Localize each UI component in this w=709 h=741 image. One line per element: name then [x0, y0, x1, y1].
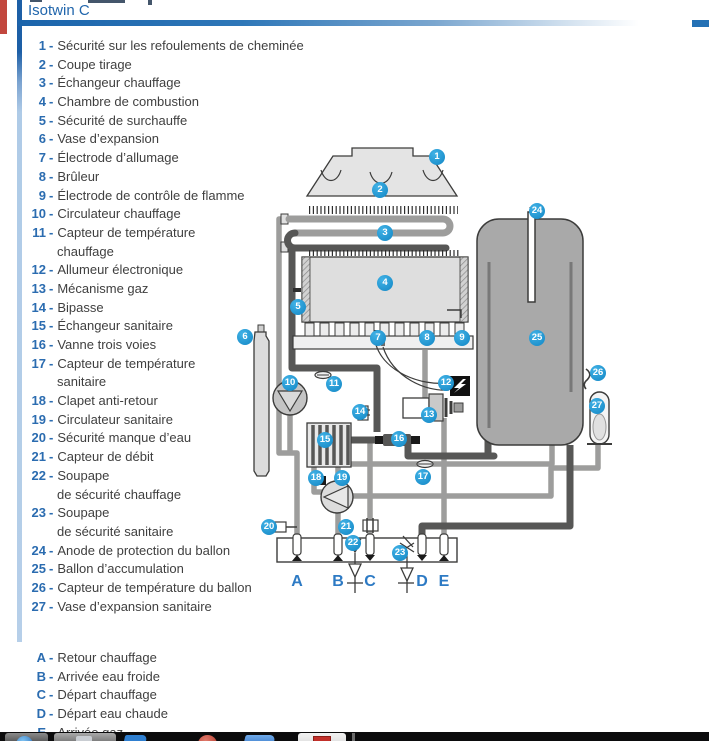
part-number: 7: [38, 150, 46, 166]
callout-3: 3: [377, 225, 393, 241]
diagram-letter-E: E: [438, 573, 450, 590]
part-number: 25: [31, 561, 46, 577]
part-number: 16: [31, 337, 46, 352]
part-item: [26, 93, 304, 112]
dash: -: [49, 262, 54, 278]
dash: -: [49, 168, 54, 184]
dash: -: [49, 668, 54, 684]
dash: -: [49, 94, 54, 110]
tank-temperature-sensor: [584, 369, 590, 389]
diagram-letter-A: A: [291, 573, 303, 590]
part-label: Capteur de température: [57, 224, 196, 240]
part-number: 14: [31, 299, 46, 315]
callout-7: 7: [370, 330, 386, 346]
callout-21: 21: [338, 519, 354, 535]
part-number: 9: [38, 187, 46, 203]
taskbar-red-app-icon-icon[interactable]: [196, 733, 220, 741]
part-item: [26, 112, 304, 131]
connection-label: Départ chauffage: [57, 687, 157, 703]
callout-1: 1: [429, 149, 445, 165]
header-rule-right-segment: [692, 20, 709, 27]
part-label: Anode de protection du ballon: [57, 542, 231, 558]
start-button-icon[interactable]: [5, 733, 48, 741]
expansion-vessel: [254, 332, 269, 476]
dash: -: [49, 505, 54, 521]
part-number: 10: [31, 206, 46, 222]
dash: -: [49, 206, 54, 222]
part-item: [26, 56, 304, 75]
callout-11: 11: [326, 376, 342, 392]
part-label: Brûleur: [57, 168, 100, 184]
part-number: 18: [31, 393, 46, 409]
callout-6: 6: [237, 329, 253, 345]
overheat-safety: [293, 288, 301, 292]
taskbar-folder-icon-icon[interactable]: [242, 733, 280, 741]
part-number: 1: [38, 38, 46, 53]
part-label: Soupape: [57, 505, 110, 521]
callout-9: 9: [454, 330, 470, 346]
dash: -: [49, 38, 54, 53]
section-vertical-bar: [17, 0, 22, 642]
part-label: Sécurité de surchauffe: [57, 112, 188, 128]
callout-2: 2: [372, 182, 388, 198]
part-number: 12: [31, 262, 46, 278]
dash: -: [49, 355, 54, 371]
part-label: Coupe tirage: [57, 56, 132, 72]
serpentine-light: [289, 219, 450, 233]
taskbar-active-app-button-icon[interactable]: [298, 733, 346, 741]
dash: -: [49, 598, 54, 614]
part-label: Capteur de débit: [57, 449, 154, 465]
flow-sensor: [363, 520, 378, 531]
part-label: Clapet anti-retour: [57, 393, 158, 409]
connection-letter: A: [36, 650, 46, 665]
dash: -: [49, 318, 54, 334]
dash: -: [49, 449, 54, 465]
part-number: 5: [38, 112, 46, 128]
part-label: Chambre de combustion: [57, 94, 199, 110]
connection-item: [26, 686, 168, 705]
boiler-diagram: [235, 140, 709, 610]
part-number: 6: [38, 131, 46, 147]
part-label: Circulateur sanitaire: [57, 411, 173, 427]
callout-17: 17: [415, 469, 431, 485]
callout-25: 25: [529, 330, 545, 346]
part-label: Échangeur chauffage: [57, 75, 181, 91]
part-label-continuation: chauffage: [57, 243, 114, 259]
part-number: 21: [31, 449, 46, 465]
callout-12: 12: [438, 375, 454, 391]
anode-rod: [528, 212, 535, 302]
callout-5: 5: [290, 299, 306, 315]
dash: -: [49, 579, 54, 595]
connection-item: [26, 705, 168, 724]
dash: -: [49, 187, 54, 203]
dash: -: [49, 280, 54, 296]
dash: -: [49, 75, 54, 91]
part-label: Capteur de température du ballon: [57, 579, 252, 595]
callout-22: 22: [345, 535, 361, 551]
taskbar-app-button-icon[interactable]: [54, 733, 116, 741]
callout-8: 8: [419, 330, 435, 346]
part-number: 3: [38, 75, 46, 91]
part-item: [26, 37, 304, 56]
dash: -: [49, 430, 54, 446]
part-label-continuation: sanitaire: [57, 374, 107, 390]
cutoff-text-fragment: [148, 0, 152, 5]
part-label: Sécurité sur les refoulements de cheminée: [57, 38, 304, 53]
part-label: Capteur de température: [57, 355, 196, 371]
callout-4: 4: [377, 275, 393, 291]
dash: -: [49, 650, 54, 665]
dash: -: [49, 112, 54, 128]
part-label: Électrode d’allumage: [57, 150, 179, 166]
taskbar: [0, 732, 709, 741]
page-edge-red-strip: [0, 0, 7, 34]
connection-item: [26, 649, 168, 668]
part-number: 24: [31, 542, 46, 558]
vessel-shading: [593, 414, 606, 440]
callout-20: 20: [261, 519, 277, 535]
part-number: 8: [38, 168, 46, 184]
dash: -: [49, 393, 54, 409]
part-number: 11: [32, 224, 46, 240]
part-number: 13: [31, 280, 46, 296]
part-label: Électrode de contrôle de flamme: [57, 187, 245, 203]
callout-18: 18: [308, 470, 324, 486]
callout-19: 19: [334, 470, 350, 486]
diagram-letter-D: D: [416, 573, 428, 590]
callout-16: 16: [391, 431, 407, 447]
callout-24: 24: [529, 203, 545, 219]
callout-23: 23: [392, 545, 408, 561]
connection-letter: C: [36, 687, 46, 703]
part-label: Vase d’expansion sanitaire: [57, 598, 212, 614]
part-label: Circulateur chauffage: [57, 206, 181, 222]
dash: -: [49, 56, 54, 72]
part-label: Soupape: [57, 467, 110, 483]
part-number: 20: [31, 430, 46, 446]
part-label: Vanne trois voies: [57, 337, 157, 352]
connections-legend: [26, 649, 168, 741]
taskbar-separator: [352, 733, 355, 741]
cutoff-text-fragment: [88, 0, 125, 3]
dash: -: [49, 561, 54, 577]
part-label: Ballon d’accumulation: [57, 561, 184, 577]
dash: -: [49, 224, 54, 240]
dash: -: [49, 299, 54, 315]
part-label-continuation: de sécurité chauffage: [57, 486, 182, 502]
page-title: Isotwin C: [28, 2, 90, 19]
part-number: 26: [31, 579, 46, 595]
taskbar-blue-app-icon-icon[interactable]: [122, 733, 152, 741]
dash: -: [49, 150, 54, 166]
diagram-letter-B: B: [332, 573, 344, 590]
part-number: 23: [31, 505, 46, 521]
part-item: [26, 74, 304, 93]
part-label: Mécanisme gaz: [57, 280, 149, 296]
callout-27: 27: [589, 398, 605, 414]
diagram-letter-C: C: [364, 573, 376, 590]
part-number: 27: [31, 598, 46, 614]
connection-label: Départ eau chaude: [57, 706, 168, 722]
dash: -: [49, 542, 54, 558]
part-label: Échangeur sanitaire: [57, 318, 173, 334]
part-number: 15: [31, 318, 46, 334]
part-label: Allumeur électronique: [57, 262, 184, 278]
part-label-continuation: de sécurité sanitaire: [57, 523, 174, 539]
callout-10: 10: [282, 375, 298, 391]
dash: -: [49, 706, 54, 722]
callout-14: 14: [352, 404, 368, 420]
connection-letter: B: [36, 668, 46, 684]
part-number: 2: [38, 56, 46, 72]
header-rule: [18, 20, 658, 26]
connection-label: Arrivée eau froide: [57, 668, 160, 684]
callout-15: 15: [317, 432, 333, 448]
part-label: Sécurité manque d’eau: [57, 430, 192, 446]
dash: -: [49, 337, 54, 352]
dash: -: [49, 467, 54, 483]
dash: -: [49, 411, 54, 427]
dash: -: [49, 687, 54, 703]
part-label: Vase d’expansion: [57, 131, 160, 147]
connection-item: [26, 668, 168, 687]
part-number: 19: [31, 411, 46, 427]
boiler-schematic-drawing: [235, 140, 709, 610]
part-label: Bipasse: [57, 299, 104, 315]
connection-label: Retour chauffage: [57, 650, 157, 665]
callout-26: 26: [590, 365, 606, 381]
part-number: 17: [31, 355, 46, 371]
part-number: 22: [31, 467, 46, 483]
electrode-wire: [376, 345, 449, 383]
dash: -: [49, 131, 54, 147]
callout-13: 13: [421, 407, 437, 423]
connection-letter: D: [36, 706, 46, 722]
part-number: 4: [38, 94, 46, 110]
